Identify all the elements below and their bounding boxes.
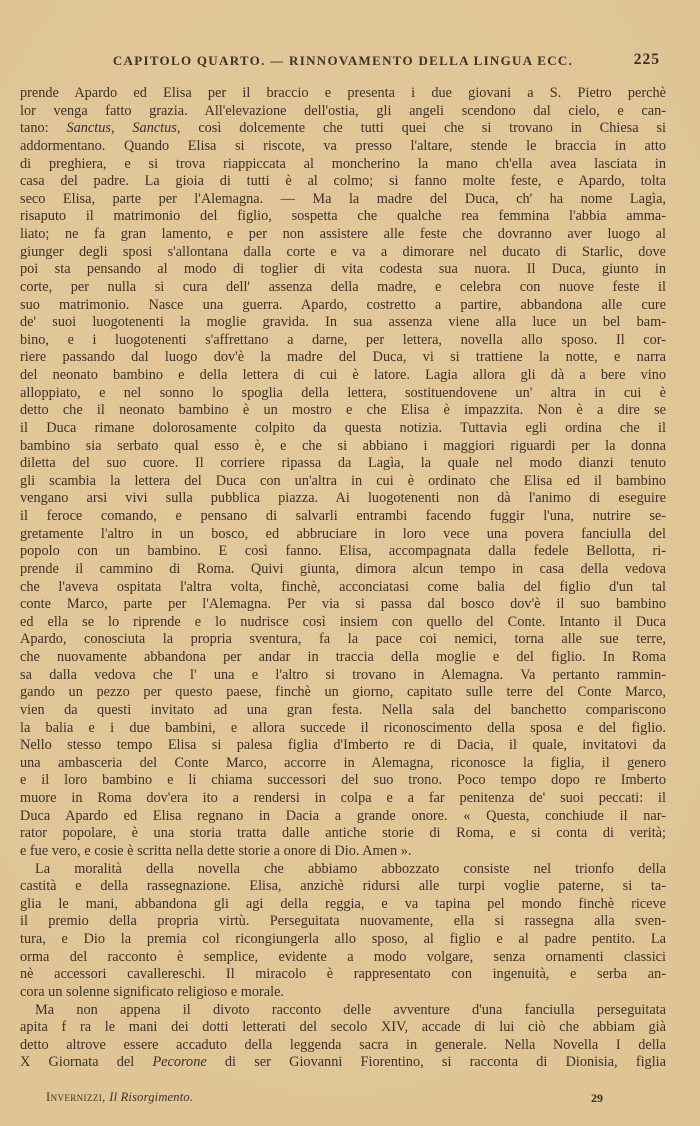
text-line: de' suoi luogotenenti la moglie gravida. In sua assenza viene alla luce un bel bam- — [20, 314, 666, 331]
text-line: gli scambia la lettera del Duca con un'altra in cui è ordinato che Elisa ed il bambino — [20, 472, 666, 489]
text-line: cora un solenne significato religioso e morale. — [20, 983, 285, 1000]
sheet-number: 29 — [591, 1091, 603, 1105]
text-line: una ambasceria del Conte Marco, accorre in Alemagna, riconosce la figlia, il genero — [20, 754, 666, 771]
text-line: bambino sia serbato qual esso è, e che si abbiano i maggiori riguardi per la donna — [20, 437, 666, 454]
text-line: suo matrimonio. Nasce una guerra. Apardo, costretto a partire, abbandona alle cure — [20, 296, 666, 313]
running-header — [20, 53, 666, 71]
text-line: lor venga fatto grazia. All'elevazione dell'ostia, gli angeli scendono dal cielo, e can- — [20, 102, 666, 119]
text-line: e il loro bambino e li chiama successori del suo trono. Poco tempo dopo re Imberto — [20, 772, 666, 789]
text-line: castità e della rassegnazione. Elisa, anzichè ridursi alle turpi voglie paterne, si ta- — [20, 878, 666, 895]
text-line: gando un pezzo per questo paese, finchè un giorno, capitato sulle terre del Conte Marco, — [20, 684, 666, 701]
text-line: vengano arsi vivi sulla pubblica piazza. Ai luogotenenti non dà l'animo di eseguire — [20, 490, 666, 507]
text-line: bino, e i luogotenenti s'affrettano a darne, per lettera, novella allo sposo. Il cor- — [20, 331, 666, 348]
text-line: addormentano. Quando Elisa si riscote, va presso l'altare, stende le braccia in atto — [20, 137, 666, 154]
text-line: liato; ne fa gran lamento, e per non assistere alle feste che dovranno aver luogo al — [20, 226, 666, 242]
text-line: Duca Apardo ed Elisa regnano in Dacia a grande onore. « Questa, conchiude il nar- — [20, 807, 666, 824]
text-line: Apardo, conosciuta la propria sventura, fa la pace coi nemici, torna alle sue terre, — [20, 631, 666, 648]
text-line: tura, e Dio la premia col ricongiungerla allo sposo, al figlio e al padre pentito. La — [20, 931, 666, 947]
text-line: seco Elisa, parte per l'Alemagna. — Ma la madre del Duca, ch' ha nome Lagìa, — [20, 190, 666, 207]
text-line: apita f ra le mani dei dotti letterati del secolo XIV, accade di lui ciò che abbiam già — [20, 1019, 666, 1036]
text-line: e fue vero, e cosie è scritta nella dette storie a onore di Dio. Amen ». — [20, 842, 412, 859]
text-line: del neonato bambino e della lettera di cui è latore. Lagia allora gli dà a bere vino — [20, 367, 666, 383]
text-line: tano: Sanctus, Sanctus, così dolcemente che tutti quei che si trovano in Chiesa si — [20, 120, 666, 137]
text-line: risaputo il matrimonio del figlio, sospetta che qualche rea femmina l'abbia amma- — [20, 208, 666, 225]
text-line: prende il cammino di Roma. Quivi giunta, dimora alcun tempo in casa della vedova — [20, 560, 666, 577]
text-line: nè accessori cavallereschi. Il miracolo è rappresentato con ingenuità, e serba an- — [20, 966, 666, 983]
page-number: 225 — [633, 51, 660, 68]
body-text — [20, 85, 666, 1072]
text-line: ed ella se lo riprende e lo nudrisce così insiem con quello del Conte. Intanto il Duca — [20, 613, 666, 630]
text-line: muore in Roma dov'era ito a rendersi in colpa e a far penitenza de' suoi peccati: il — [20, 790, 666, 806]
chapter-title: CAPITOLO QUARTO. — RINNOVAMENTO DELLA LINGUA ECC. — [112, 53, 574, 68]
text-line: corte, per nulla si cura dell' assenza della madre, e celebra con nuove feste il — [20, 278, 666, 295]
text-line: detto che il neonato bambino è un mostro e che Elisa è impazzita. Non è a dire se — [20, 402, 666, 419]
text-line: la balia e i due bambini, e allora succede il riconoscimento della sposa e del figlio. — [20, 719, 666, 736]
text-line: prende Apardo ed Elisa per il braccio e presenta i due giovani a S. Pietro perchè — [20, 85, 666, 101]
text-line: casa del padre. La gioia di tutti è al colmo; si fanno molte feste, e Apardo, tolta — [20, 173, 666, 190]
text-line: che l'aveva ospitata l'altra volta, finchè, acconciatasi come balia del figlio d'un tal — [20, 578, 666, 595]
page-footer — [20, 1090, 666, 1106]
text-line: glia le mani, abbandona gli agi della reggia, e va tapina pel mondo finchè riceve — [20, 895, 666, 912]
text-line: il premio della propria virtù. Perseguitata nuovamente, ella si rassegna alla sven- — [20, 913, 666, 930]
text-line: detto altrove essere accaduto della leggenda sacra in generale. Nella Novella I della — [20, 1036, 666, 1053]
text-line: il feroce comando, e pensano di salvarli entrambi facendo fuggir l'una, nutrire se- — [20, 508, 666, 524]
text-line: diletta del suo cuore. Il corriere ripassa da Lagìa, la quale nel modo dianzi tenuto — [20, 455, 666, 472]
text-line: giunger degli sposi s'allontana dalla corte e va a dimorare nel ducato di Starlic, dove — [20, 243, 666, 260]
text-line: che nuovamente abbandona per andar in traccia della moglie e del figlio. In Roma — [20, 649, 666, 665]
text-line: vien da questi invitato ad una gran festa. Nella sala del banchetto compariscono — [20, 701, 666, 718]
text-line: il Duca rimane dolorosamente colpito da questa notizia. Tuttavia egli ordina che il — [20, 419, 666, 436]
text-line: popolo con un bambino. E così fanno. Elisa, accompagnata dalla fedele Bellotta, ri- — [20, 543, 666, 560]
text-line: La moralità della novella che abbiamo abbozzato consiste nel trionfo della — [35, 860, 666, 877]
text-line: Ma non appena il divoto racconto delle avventure d'una fanciulla perseguitata — [35, 1001, 666, 1018]
text-line: alloppiato, e nel sonno lo spoglia della lettera, sostituendovene un' altra in cui è — [20, 384, 666, 401]
text-line: rator popolare, è una storia tratta dalle antiche storie di Roma, e si conta di verità; — [20, 825, 666, 842]
text-line: X Giornata del Pecorone di ser Giovanni Fiorentino, si racconta di Dionisia, figlia — [20, 1054, 666, 1071]
text-line: riere passando dal luogo dov'è la madre del Duca, vi si trattiene la notte, e narra — [20, 349, 666, 366]
text-line: gretamente l'altro in un bosco, ed abbruciare in loro vece una povera fanciulla del — [20, 525, 666, 542]
footer-author: Invernizzi, — [46, 1090, 106, 1104]
text-line: conte Marco, parte per l'Alemagna. Per via si passa dal bosco dov'è il suo bambino — [20, 596, 666, 613]
text-line: orma del racconto è semplice, evidente a modo volgare, senza ornamenti classici — [20, 948, 666, 965]
text-line: sa dalla vedova che l' una e l'altro si trovano in Alemagna. Va pertanto rammin- — [20, 666, 666, 683]
text-line: di preghiera, e si trova riappiccata al moncherino la mano ch'ella avea lasciata in — [20, 155, 666, 172]
text-line: Nello stesso tempo Elisa si palesa figlia d'Imberto re di Dacia, il quale, invitatovi da — [20, 737, 666, 754]
footer-signature — [46, 1090, 193, 1105]
footer-work-title: Il Risorgimento. — [109, 1090, 194, 1104]
text-line: poi sta pensando al modo di toglier di vita codesta sua nuora. Il Duca, giunto in — [20, 261, 666, 278]
